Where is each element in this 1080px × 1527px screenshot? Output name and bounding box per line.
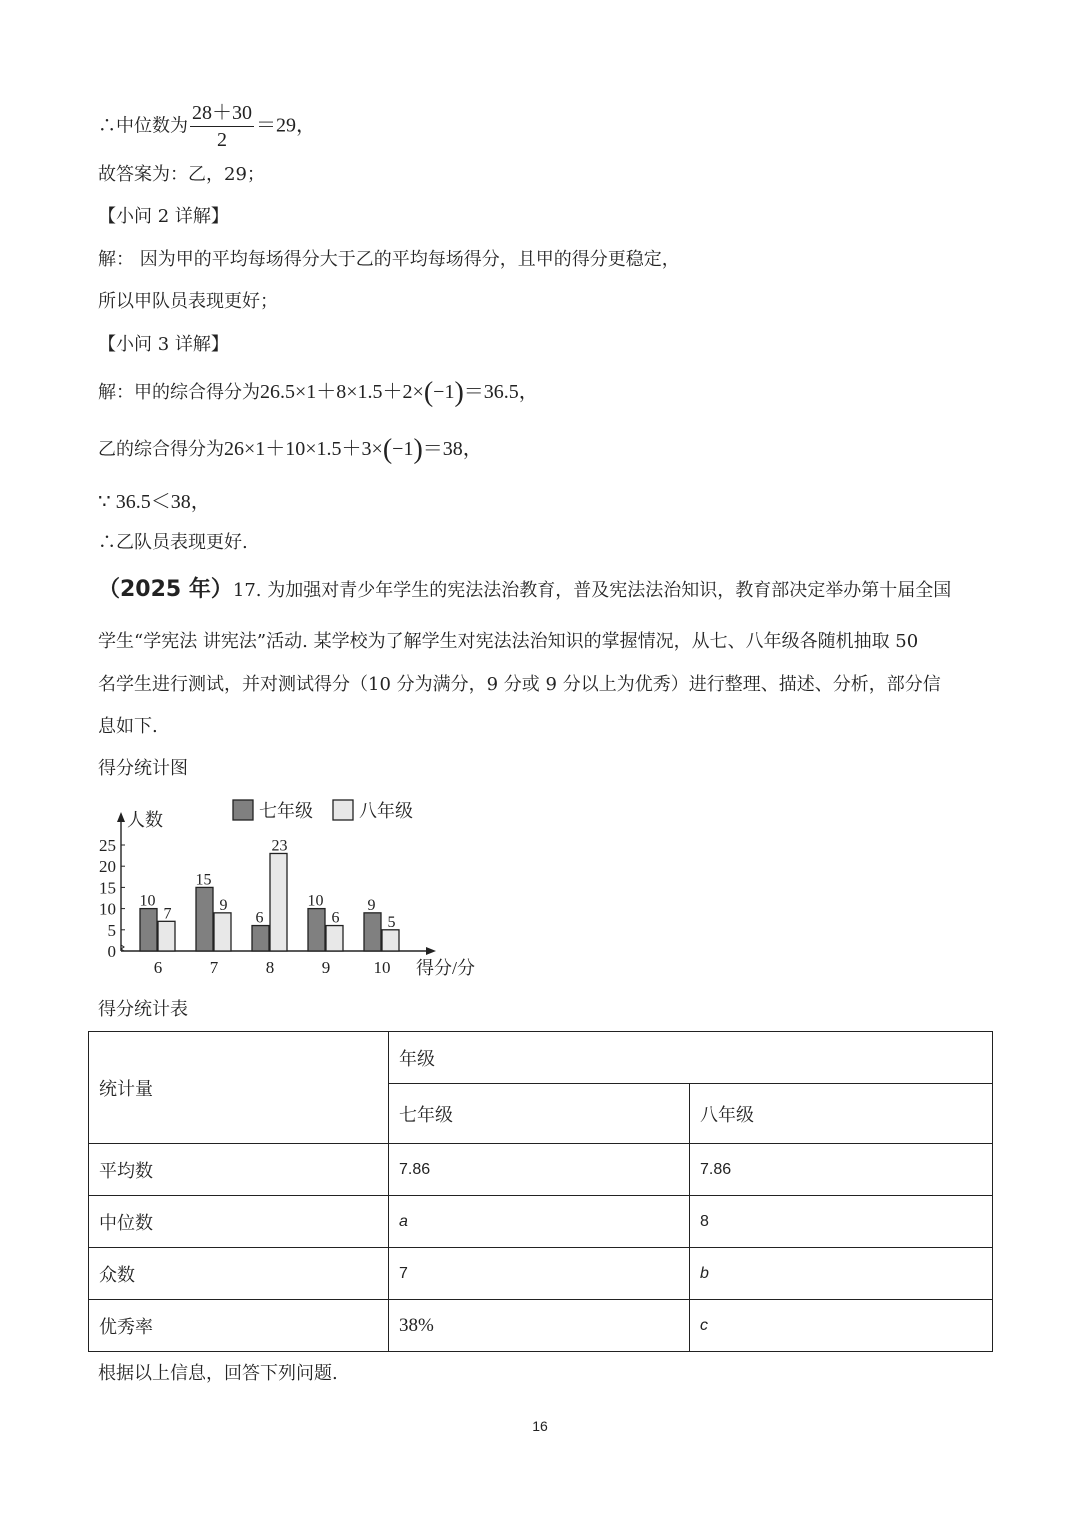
q3-jia-score-line [98,377,539,408]
table-caption: 得分统计表 [98,999,188,1020]
final-conclusion-line: ∴乙队员表现更好. [98,532,248,553]
q3-yi-label: 乙的综合得分为 [98,439,224,460]
y-tick-label: 0 [107,942,116,961]
x-tick-label: 6 [153,958,163,977]
median-prefix: ∴中位数为 [98,115,188,137]
closing-line: 根据以上信息，回答下列问题. [98,1363,338,1384]
problem-line-3: 名学生进行测试，并对测试得分（10 分为满分，9 分或 9 分以上为优秀）进行整理、描述、分析，部分信 [98,674,941,695]
cell-g8: b [690,1248,993,1300]
row-label: 中位数 [89,1196,389,1248]
y-axis-label: 人数 [127,810,163,830]
bar-g7-8 [252,926,269,951]
table-row [89,1144,993,1196]
header-g8-cell: 八年级 [690,1084,993,1144]
cell-g7: a [389,1196,690,1248]
x-tick-label: 8 [265,958,275,977]
x-tick-label: 10 [373,958,391,977]
median-result: ＝29， [256,114,316,137]
bar-g7-9 [308,909,325,951]
x-axis-arrow [426,947,436,955]
data-label-g7-10: 9 [367,896,376,914]
data-label-g8-8: 23 [271,837,288,855]
cell-g7: 7.86 [389,1144,690,1196]
score-stats-table [88,1031,993,1352]
q3-title: 【小问 3 详解】 [98,334,229,355]
row-label: 众数 [89,1248,389,1300]
q2-conclusion-line: 所以甲队员表现更好； [98,291,278,312]
q3-yi-score-line [98,434,483,465]
header-g7-cell: 七年级 [389,1084,690,1144]
legend-swatch-g8 [333,800,353,820]
data-label-g7-9: 10 [307,892,324,910]
header-stat-cell: 统计量 [89,1032,389,1144]
median-numerator: 28＋30 [190,100,254,127]
legend-label-g7: 七年级 [259,801,313,821]
data-label-g8-6: 7 [163,905,172,923]
data-label-g8-7: 9 [219,896,228,914]
page-number: 16 [532,1418,548,1434]
median-fraction [190,100,254,153]
table-row [89,1248,993,1300]
y-tick-label: 20 [99,857,116,877]
q2-title: 【小问 2 详解】 [98,206,229,227]
x-tick-label: 7 [209,958,219,977]
x-tick-label: 9 [321,958,331,977]
cell-g7: 38% [389,1300,690,1352]
bar-g7-7 [196,887,213,951]
legend-swatch-g7 [233,800,253,820]
row-label: 优秀率 [89,1300,389,1352]
table-row [89,1196,993,1248]
data-label-g7-8: 6 [255,909,264,927]
data-label-g8-10: 5 [387,913,396,931]
q3-jia-expr: 26.5×1＋8×1.5＋2×(−1)＝36.5， [260,377,539,408]
problem-line-4: 息如下. [98,716,158,737]
median-denominator: 2 [217,129,227,151]
answer-line: 故答案为：乙，29； [98,164,265,185]
year-tag: （2025 年） [98,577,233,602]
chart-caption: 得分统计图 [98,758,188,779]
bar-g8-6 [158,921,175,951]
score-bar-chart [96,790,496,985]
y-tick-label: 25 [99,836,116,855]
bar-g7-6 [140,909,157,951]
problem-line-2: 学生“学宪法 讲宪法”活动. 某学校为了解学生对宪法法治知识的掌握情况，从七、八年级各随机抽取 50 [98,631,919,652]
x-axis-label: 得分/分 [416,958,476,978]
legend-label-g8: 八年级 [359,801,413,821]
cell-g8: 7.86 [690,1144,993,1196]
data-label-g7-7: 15 [195,871,212,889]
q3-yi-expr: 26×1＋10×1.5＋3×(−1)＝38， [224,434,483,465]
y-tick-label: 5 [107,920,116,940]
y-axis-arrow [117,812,125,822]
cell-g8: c [690,1300,993,1352]
median-line [98,100,316,153]
data-label-g7-6: 10 [139,892,156,910]
q3-jia-label: 解：甲的综合得分为 [98,382,260,403]
bar-g8-10 [382,930,399,951]
cell-g7: 7 [389,1248,690,1300]
row-label: 平均数 [89,1144,389,1196]
y-tick-label: 15 [99,878,116,898]
data-label-g8-9: 6 [331,909,340,927]
table-row [89,1300,993,1352]
cell-g8: 8 [690,1196,993,1248]
bar-g8-7 [214,913,231,951]
header-grade-cell: 年级 [389,1032,993,1084]
y-tick-label: 10 [99,899,116,919]
bar-g8-8 [270,853,287,951]
problem-line-1 [98,578,951,603]
because-line: ∵ 36.5＜38， [98,491,211,513]
q2-reason-line: 解： 因为甲的平均每场得分大于乙的平均每场得分，且甲的得分更稳定， [98,249,680,270]
bar-g7-10 [364,913,381,951]
problem-text-1: 17. 为加强对青少年学生的宪法法治教育，普及宪法法治知识，教育部决定举办第十届全国 [232,580,952,601]
bar-g8-9 [326,926,343,951]
